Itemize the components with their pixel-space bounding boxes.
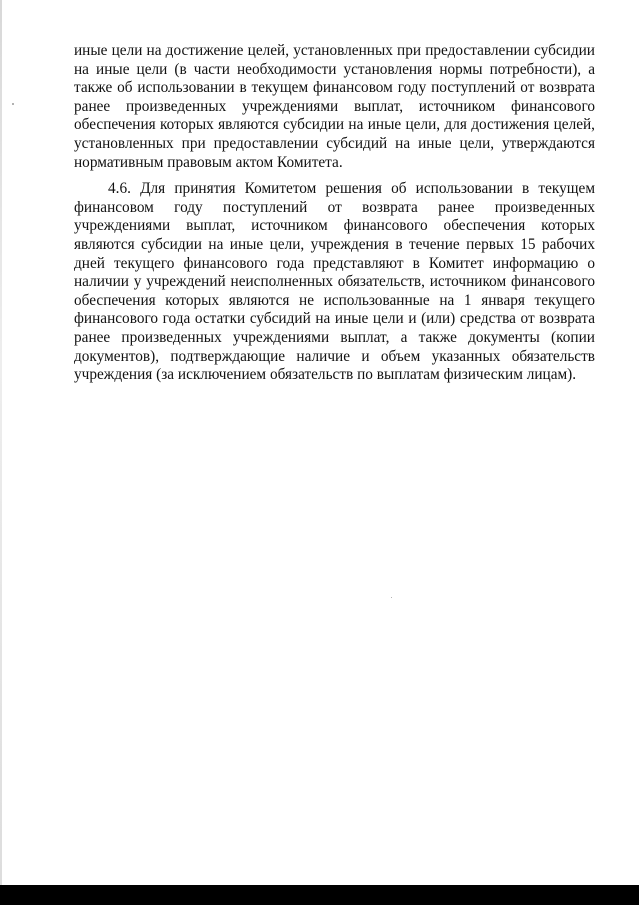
scan-speck <box>391 597 392 598</box>
paragraph-continued: иные цели на достижение целей, установленных при предоставлении субсидии на иные цели (в части необходимости установления нормы потребности), а также об использовании в текущем финансовом году поступлений от возврата ранее произведенных учреждениями выплат, источником финансового обеспечения которых являются субсидии на иные цели, для достижения целей, установленных при предоставлении субсидий на иные цели, утверждаются нормативным правовым актом Комитета. <box>74 42 595 171</box>
scan-speck <box>12 103 14 105</box>
paragraph-4-6: 4.6. Для принятия Комитетом решения об использовании в текущем финансовом году поступлений от возврата ранее произведенных учреждениями выплат, источником финансового обеспечения которых являются субсидии на иные цели, учреждения в течение первых 15 рабочих дней текущего финансового года представляют в Комитет информацию о наличии у учреждений неисполненных обязательств, источником финансового обеспечения которых являются не использованные на 1 января текущего финансового года остатки субсидий на иные цели и (или) средства от возврата ранее произведенных учреждениями выплат, а также документы (копии документов), подтверждающие наличие и объем указанных обязательств учреждения (за исключением обязательств по выплатам физическим лицам). <box>74 180 595 384</box>
scan-left-edge <box>0 0 2 905</box>
scan-bottom-border <box>0 885 639 905</box>
document-body <box>74 42 595 385</box>
